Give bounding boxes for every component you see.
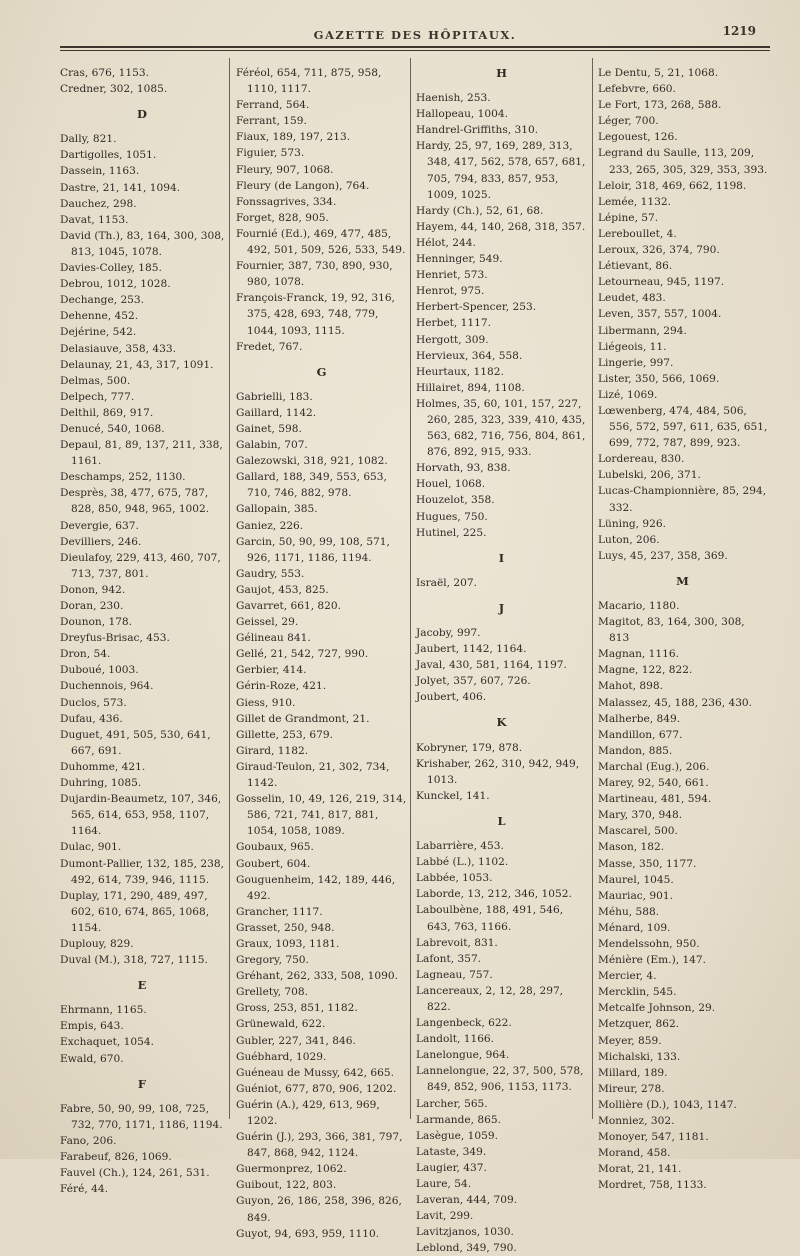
index-entry: Mandon, 885.: [598, 744, 673, 757]
index-entry: Hillairet, 894, 1108.: [416, 381, 525, 394]
index-entry: Lingerie, 997.: [598, 356, 674, 369]
index-entry: Gellé, 21, 542, 727, 990.: [236, 648, 369, 661]
index-entry: Ehrmann, 1165.: [60, 1004, 147, 1017]
index-entry: Laveran, 444, 709.: [416, 1194, 518, 1207]
index-entry: Grünewald, 622.: [236, 1018, 326, 1031]
section-letter-heading: L: [497, 813, 507, 828]
index-entry: Hardy (Ch.), 52, 61, 68.: [416, 204, 544, 217]
index-entry: Gerbier, 414.: [236, 664, 307, 677]
index-entry: Monoyer, 547, 1181.: [598, 1131, 709, 1144]
page-number: 1219: [722, 24, 756, 38]
column-divider: [592, 58, 593, 1119]
index-entry: Libermann, 294.: [598, 324, 687, 337]
index-entry: David (Th.), 83, 164, 300, 308, 813, 1045, 1078.: [60, 229, 225, 258]
index-entry: Gélineau 841.: [236, 632, 311, 645]
index-entry: Jaubert, 1142, 1164.: [416, 643, 527, 656]
index-entry: Fiaux, 189, 197, 213.: [236, 131, 351, 144]
index-entry: Duguet, 491, 505, 530, 641, 667, 691.: [60, 728, 211, 757]
index-entry: Gaujot, 453, 825.: [236, 583, 329, 596]
index-entry: Laboulbène, 188, 491, 546, 643, 763, 1166.: [416, 904, 564, 933]
index-entry: Lüning, 926.: [598, 517, 666, 530]
index-entry: Farabeuf, 826, 1069.: [60, 1151, 172, 1163]
index-entry: Goubert, 604.: [236, 857, 311, 870]
index-entry: Guermonprez, 1062.: [236, 1163, 347, 1176]
index-entry: Giraud-Teulon, 21, 302, 734, 1142.: [236, 760, 390, 790]
index-entry: Legrand du Saulle, 113, 209, 233, 265, 305, 329, 353, 393.: [598, 147, 768, 176]
index-entry: Mordret, 758, 1133.: [598, 1179, 707, 1192]
section-letter-heading: D: [137, 107, 148, 122]
index-entry: Haenish, 253.: [416, 92, 491, 105]
index-entry: Letourneau, 945, 1197.: [598, 276, 725, 289]
index-entry: Dieulafoy, 229, 413, 460, 707, 713, 737, 801.: [60, 551, 221, 580]
index-entry: Lereboullet, 4.: [598, 227, 677, 240]
index-entry: Le Dentu, 5, 21, 1068.: [598, 67, 719, 79]
index-entry: Malherbe, 849.: [598, 712, 681, 725]
index-entry: Dassein, 1163.: [60, 165, 140, 178]
index-entry: Larmande, 865.: [416, 1113, 501, 1126]
index-entry: Dreyfus-Brisac, 453.: [60, 632, 170, 645]
index-entry: Javal, 430, 581, 1164, 1197.: [416, 659, 567, 672]
index-entry: Gaillard, 1142.: [236, 406, 317, 419]
index-entry: Mary, 370, 948.: [598, 809, 683, 822]
index-entry: Lasègue, 1059.: [416, 1129, 498, 1142]
index-entry: Gérin-Roze, 421.: [236, 680, 327, 693]
index-entry: Delasiauve, 358, 433.: [60, 342, 176, 355]
index-entry: Lafont, 357.: [416, 952, 482, 965]
header-rule-thick: [60, 46, 770, 48]
index-entry: Guérin (J.), 293, 366, 381, 797, 847, 868, 942, 1124.: [236, 1131, 403, 1160]
index-entry: Gallopain, 385.: [236, 503, 318, 516]
index-entry: Herbet, 1117.: [416, 317, 491, 330]
index-entry: Gaudry, 553.: [236, 567, 305, 580]
journal-title: GAZETTE DES HÔPITAUX.: [313, 28, 517, 42]
index-entry: Lavit, 299.: [416, 1210, 474, 1223]
index-entry: Luton, 206.: [598, 533, 660, 546]
index-entry: Magnan, 1116.: [598, 648, 679, 661]
index-entry: Guéneau de Mussy, 642, 665.: [236, 1066, 394, 1079]
index-entry: Deschamps, 252, 1130.: [60, 471, 186, 484]
index-entry: Denucé, 540, 1068.: [60, 422, 165, 435]
index-entry: Girard, 1182.: [236, 744, 309, 757]
column-divider: [410, 58, 411, 1119]
index-entry: Duhomme, 421.: [60, 760, 146, 773]
index-entry: Dron, 54.: [60, 648, 111, 661]
index-entry: Giess, 910.: [236, 696, 296, 709]
index-entry: Duchennois, 964.: [60, 680, 154, 693]
index-entry: Guébhard, 1029.: [236, 1050, 327, 1063]
index-entry: Fleury (de Langon), 764.: [236, 179, 370, 192]
index-entry: Handrel-Griffiths, 310.: [416, 124, 539, 137]
index-entry: Féré, 44.: [60, 1183, 108, 1196]
index-entry: Geissel, 29.: [236, 616, 299, 629]
index-entry: Kobryner, 179, 878.: [416, 741, 523, 754]
index-entry: Empis, 643.: [60, 1020, 124, 1033]
index-entry: Dauchez, 298.: [60, 197, 137, 210]
index-entry: Davat, 1153.: [60, 213, 129, 226]
index-entry: Lefebvre, 660.: [598, 83, 676, 96]
index-entry: Lannelongue, 22, 37, 500, 578, 849, 852, 906, 1153, 1173.: [416, 1065, 584, 1094]
index-entry: Léger, 700.: [598, 115, 659, 128]
index-entry: Labbé (L.), 1102.: [416, 856, 509, 869]
index-entry: Gosselin, 10, 49, 126, 219, 314, 586, 721, 741, 817, 881, 1054, 1058, 1089.: [236, 793, 407, 838]
index-entry: Lanelongue, 964.: [416, 1049, 510, 1062]
index-entry: Cras, 676, 1153.: [60, 67, 149, 79]
header-rule-thin: [60, 50, 770, 51]
index-entry: Labarrière, 453.: [416, 840, 504, 853]
index-entry: Guyot, 94, 693, 959, 1110.: [236, 1227, 380, 1240]
index-column-2: [236, 65, 408, 1242]
index-entry: Guéniot, 677, 870, 906, 1202.: [236, 1082, 397, 1095]
index-entry: Henriet, 573.: [416, 269, 488, 282]
index-entry: Hayem, 44, 140, 268, 318, 357.: [416, 220, 586, 233]
index-entry: Houzelot, 358.: [416, 494, 495, 507]
index-entry: Dumont-Pallier, 132, 185, 238, 492, 614, 739, 946, 1115.: [60, 857, 224, 886]
index-entry: Legouest, 126.: [598, 131, 678, 144]
index-entry: Magitot, 83, 164, 300, 308, 813: [598, 616, 745, 645]
index-entry: Morand, 458.: [598, 1147, 671, 1160]
index-entry: Israël, 207.: [416, 576, 477, 589]
index-entry: Guibout, 122, 803.: [236, 1179, 337, 1192]
index-entry: Mahot, 898.: [598, 680, 663, 693]
index-entry: Grellety, 708.: [236, 986, 308, 999]
index-entry: Donon, 942.: [60, 583, 126, 596]
index-entry: Hervieux, 364, 558.: [416, 349, 523, 362]
index-entry: Gubler, 227, 341, 846.: [236, 1034, 356, 1047]
index-entry: Dechange, 253.: [60, 294, 145, 307]
index-entry: Dujardin-Beaumetz, 107, 346, 565, 614, 653, 958, 1107, 1164.: [60, 793, 222, 838]
index-entry: Hardy, 25, 97, 169, 289, 313, 348, 417, 562, 578, 657, 681, 705, 794, 833, 857, 953, 1009, 1025.: [416, 140, 586, 201]
index-entry: Labbée, 1053.: [416, 872, 493, 885]
index-entry: Hélot, 244.: [416, 236, 476, 249]
index-entry: Duboué, 1003.: [60, 664, 139, 677]
index-entry: Duplouy, 829.: [60, 937, 134, 950]
index-entry: Credner, 302, 1085.: [60, 83, 168, 96]
index-entry: Millard, 189.: [598, 1066, 668, 1079]
index-entry: Macario, 1180.: [598, 600, 680, 612]
index-entry: Lépine, 57.: [598, 211, 659, 224]
index-entry: Gillet de Grandmont, 21.: [236, 712, 370, 725]
index-entry: Marey, 92, 540, 661.: [598, 777, 709, 790]
index-entry: Le Fort, 173, 268, 588.: [598, 99, 722, 112]
index-entry: Fournié (Ed.), 469, 477, 485, 492, 501, 509, 526, 533, 549.: [236, 227, 406, 257]
index-entry: Méhu, 588.: [598, 905, 660, 918]
index-entry: Hergott, 309.: [416, 333, 489, 346]
index-entry: Lagneau, 757.: [416, 968, 493, 981]
index-entry: Fournier, 387, 730, 890, 930, 980, 1078.: [236, 260, 393, 289]
index-entry: Luys, 45, 237, 358, 369.: [598, 549, 728, 562]
index-entry: Ménard, 109.: [598, 921, 671, 934]
index-entry: Monniez, 302.: [598, 1115, 675, 1127]
index-entry: Landolt, 1166.: [416, 1033, 495, 1046]
index-entry: Forget, 828, 905.: [236, 211, 329, 224]
index-entry: Laure, 54.: [416, 1178, 472, 1190]
index-entry: Kunckel, 141.: [416, 789, 490, 802]
section-letter-heading: F: [137, 1076, 148, 1091]
index-entry: Dejérine, 542.: [60, 326, 137, 339]
index-entry: Herbert-Spencer, 253.: [416, 301, 537, 314]
index-entry: Delaunay, 21, 43, 317, 1091.: [60, 358, 214, 371]
index-entry: Delthil, 869, 917.: [60, 406, 154, 419]
index-entry: Dastre, 21, 141, 1094.: [60, 181, 181, 194]
index-entry: Duhring, 1085.: [60, 777, 142, 790]
index-entry: Gillette, 253, 679.: [236, 728, 333, 741]
index-entry: Laugier, 437.: [416, 1161, 487, 1174]
index-entry: Langenbeck, 622.: [416, 1017, 512, 1030]
index-entry: Leudet, 483.: [598, 292, 666, 305]
index-entry: Gabrielli, 183.: [236, 390, 313, 403]
index-entry: Gross, 253, 851, 1182.: [236, 1002, 358, 1015]
index-entry: Dounon, 178.: [60, 616, 133, 629]
index-entry: Lavitzjanos, 1030.: [416, 1226, 514, 1239]
index-entry: Maurel, 1045.: [598, 873, 674, 886]
index-entry: Holmes, 35, 60, 101, 157, 227, 260, 285, 323, 339, 410, 435, 563, 682, 716, 756, 804, 861, 876, 892, 915, 933.: [416, 397, 586, 459]
index-entry: Lister, 350, 566, 1069.: [598, 372, 720, 385]
index-entry: Leblond, 349, 790.: [416, 1242, 517, 1255]
index-entry: Devilliers, 246.: [60, 535, 142, 548]
index-entry: Jacoby, 997.: [416, 627, 481, 639]
index-entry: Laborde, 13, 212, 346, 1052.: [416, 888, 572, 901]
index-entry: Dulac, 901.: [60, 841, 122, 854]
index-entry: Lucas-Championnière, 85, 294, 332.: [598, 485, 767, 514]
section-letter-heading: G: [316, 364, 328, 379]
index-entry: Fano, 206.: [60, 1134, 117, 1147]
index-entry: Depaul, 81, 89, 137, 211, 338, 1161.: [60, 439, 223, 468]
index-entry: Garcin, 50, 90, 99, 108, 571, 926, 1171, 1186, 1194.: [236, 535, 390, 564]
index-entry: Mendelssohn, 950.: [598, 937, 700, 950]
index-entry: Devergie, 637.: [60, 519, 139, 532]
index-entry: Lubelski, 206, 371.: [598, 469, 701, 482]
index-entry: Duval (M.), 318, 727, 1115.: [60, 954, 208, 967]
index-entry: Guyon, 26, 186, 258, 396, 826, 849.: [236, 1195, 402, 1224]
index-entry: Lœwenberg, 474, 484, 506, 556, 572, 597, 611, 635, 651, 699, 772, 787, 899, 923.: [598, 404, 768, 450]
index-entry: Grasset, 250, 948.: [236, 921, 335, 934]
index-entry: Fonssagrives, 334.: [236, 195, 337, 208]
index-entry: Doran, 230.: [60, 600, 124, 612]
index-entry: Leven, 357, 557, 1004.: [598, 308, 722, 321]
index-entry: Mireur, 278.: [598, 1082, 665, 1095]
index-entry: Davies-Colley, 185.: [60, 262, 162, 275]
index-entry: Horvath, 93, 838.: [416, 462, 511, 475]
index-entry: Mauriac, 901.: [598, 889, 674, 902]
index-entry: Leloir, 318, 469, 662, 1198.: [598, 179, 747, 192]
index-entry: Létievant, 86.: [598, 260, 673, 273]
index-entry: Martineau, 481, 594.: [598, 793, 712, 806]
section-letter-heading: E: [137, 978, 148, 993]
index-entry: Fauvel (Ch.), 124, 261, 531.: [60, 1167, 210, 1180]
index-entry: Graux, 1093, 1181.: [236, 937, 340, 950]
index-entry: Mascarel, 500.: [598, 825, 678, 838]
index-column-3: [416, 65, 588, 1256]
column-divider: [229, 58, 230, 1119]
page-header: [60, 20, 770, 60]
index-entry: Mollière (D.), 1043, 1147.: [598, 1098, 737, 1111]
index-entry: Heurtaux, 1182.: [416, 365, 504, 378]
index-entry: Meyer, 859.: [598, 1034, 662, 1047]
index-entry: Leroux, 326, 374, 790.: [598, 244, 720, 257]
index-entry: Lizé, 1069.: [598, 388, 658, 401]
section-letter-heading: H: [496, 66, 508, 80]
index-entry: Magne, 122, 822.: [598, 664, 693, 677]
index-entry: Dehenne, 452.: [60, 310, 139, 323]
index-entry: Dufau, 436.: [60, 712, 123, 725]
index-entry: Jolyet, 357, 607, 726.: [416, 675, 531, 688]
index-entry: Desprès, 38, 477, 675, 787, 828, 850, 948, 965, 1002.: [60, 487, 210, 516]
index-entry: Goubaux, 965.: [236, 841, 314, 854]
index-entry: Ferrand, 564.: [236, 99, 310, 112]
index-entry: Malassez, 45, 188, 236, 430.: [598, 696, 753, 709]
index-entry: Ferrant, 159.: [236, 115, 307, 128]
index-entry: Gallard, 188, 349, 553, 653, 710, 746, 882, 978.: [236, 471, 387, 500]
index-entry: Gréhant, 262, 333, 508, 1090.: [236, 970, 398, 983]
index-entry: Labrevoit, 831.: [416, 936, 498, 949]
index-entry: Gavarret, 661, 820.: [236, 600, 342, 612]
index-entry: François-Franck, 19, 92, 316, 375, 428, 693, 748, 779, 1044, 1093, 1115.: [236, 292, 395, 337]
index-entry: Ewald, 670.: [60, 1052, 124, 1065]
index-entry: Larcher, 565.: [416, 1097, 488, 1110]
index-entry: Mercier, 4.: [598, 970, 657, 983]
index-entry: Dally, 821.: [60, 133, 117, 146]
index-entry: Michalski, 133.: [598, 1050, 681, 1063]
index-entry: Lancereaux, 2, 12, 28, 297, 822.: [416, 984, 564, 1013]
index-entry: Metcalfe Johnson, 29.: [598, 1002, 716, 1015]
index-entry: Mandillon, 677.: [598, 728, 683, 741]
index-entry: Henrot, 975.: [416, 285, 485, 298]
index-column-1: [60, 65, 225, 1197]
index-entry: Gainet, 598.: [236, 422, 302, 435]
index-entry: Figuier, 573.: [236, 147, 305, 160]
index-entry: Delpech, 777.: [60, 390, 135, 403]
index-entry: Hutinel, 225.: [416, 526, 487, 539]
index-entry: Duplay, 171, 290, 489, 497, 602, 610, 674, 865, 1068, 1154.: [60, 889, 210, 934]
index-entry: Dartigolles, 1051.: [60, 149, 157, 162]
index-entry: Henninger, 549.: [416, 253, 503, 266]
index-entry: Houel, 1068.: [416, 478, 486, 491]
index-entry: Fleury, 907, 1068.: [236, 163, 334, 176]
index-entry: Ménière (Em.), 147.: [598, 954, 707, 967]
index-entry: Fabre, 50, 90, 99, 108, 725, 732, 770, 1171, 1186, 1194.: [60, 1102, 223, 1131]
index-entry: Féréol, 654, 711, 875, 958, 1110, 1117.: [236, 67, 382, 96]
index-entry: Morat, 21, 141.: [598, 1163, 682, 1176]
index-entry: Duclos, 573.: [60, 696, 127, 709]
section-letter-heading: K: [496, 715, 508, 730]
index-entry: Lataste, 349.: [416, 1145, 487, 1158]
index-entry: Galabin, 707.: [236, 439, 308, 452]
index-entry: Lemée, 1132.: [598, 195, 671, 208]
index-entry: Fredet, 767.: [236, 340, 303, 353]
index-entry: Ganiez, 226.: [236, 519, 304, 532]
section-letter-heading: M: [676, 573, 690, 588]
index-column-4: [598, 65, 768, 1193]
index-entry: Joubert, 406.: [416, 691, 487, 704]
index-entry: Gregory, 750.: [236, 954, 309, 967]
index-entry: Grancher, 1117.: [236, 905, 323, 918]
index-entry: Metzquer, 862.: [598, 1018, 680, 1031]
index-entry: Liégeois, 11.: [598, 340, 667, 353]
index-entry: Exchaquet, 1054.: [60, 1036, 154, 1049]
index-entry: Hugues, 750.: [416, 510, 488, 523]
index-entry: Gouguenheim, 142, 189, 446, 492.: [236, 873, 396, 902]
index-entry: Galezowski, 318, 921, 1082.: [236, 455, 388, 468]
index-entry: Delmas, 500.: [60, 374, 131, 387]
index-entry: Debrou, 1012, 1028.: [60, 278, 171, 291]
index-entry: Krishaber, 262, 310, 942, 949, 1013.: [416, 757, 580, 786]
index-entry: Guérin (A.), 429, 613, 969, 1202.: [236, 1098, 380, 1127]
index-entry: Hallopeau, 1004.: [416, 108, 508, 121]
index-entry: Mason, 182.: [598, 841, 665, 854]
index-entry: Lordereau, 830.: [598, 453, 685, 466]
index-entry: Mercklin, 545.: [598, 986, 677, 999]
section-letter-heading: I: [498, 550, 506, 565]
index-entry: Masse, 350, 1177.: [598, 857, 697, 870]
section-letter-heading: J: [498, 600, 506, 615]
index-entry: Marchal (Eug.), 206.: [598, 760, 710, 773]
